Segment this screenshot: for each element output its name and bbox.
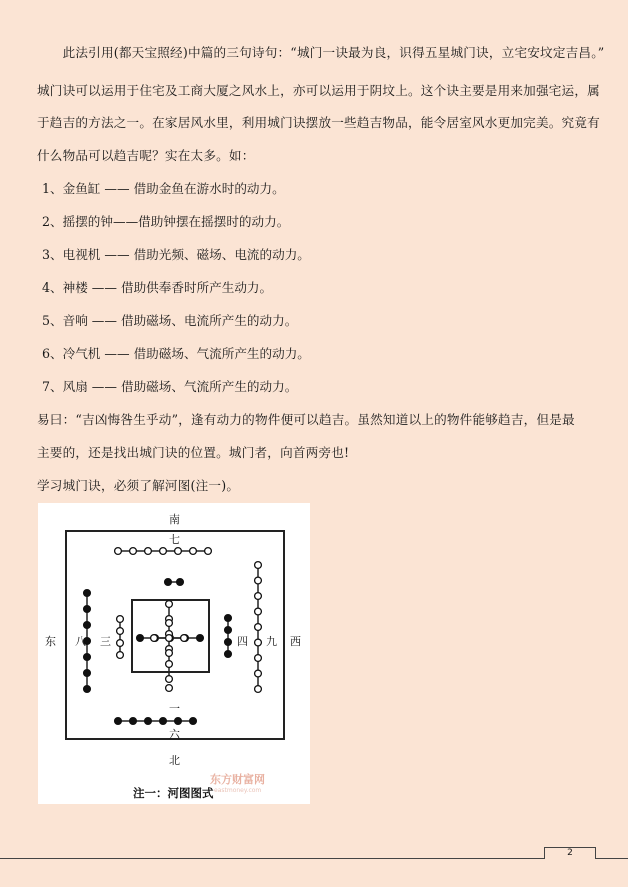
list-item: 3、电视机 —— 借助光频、磁场、电流的动力。 — [42, 247, 310, 262]
yang-dot — [255, 562, 262, 569]
hetu-diagram — [38, 503, 310, 804]
yin-dot — [84, 622, 91, 629]
yang-dot — [166, 676, 173, 683]
yang-dot — [166, 620, 173, 627]
watermark: 东方财富网 — [210, 773, 265, 786]
yang-dot — [255, 655, 262, 662]
yang-dot — [117, 628, 124, 635]
yin-dot — [84, 670, 91, 677]
yin-dot — [225, 639, 232, 646]
label-north: 北 — [169, 754, 180, 767]
yang-dot — [175, 548, 182, 555]
yang-dot — [160, 548, 167, 555]
yang-dot — [255, 624, 262, 631]
paragraph-line: 于趋吉的方法之一。在家居风水里，利用城门诀摆放一些趋吉物品，能令居室风水更加完美。究竟有 — [37, 115, 600, 130]
yang-dot — [166, 635, 173, 642]
footer-rule — [0, 858, 628, 859]
yang-dot — [255, 686, 262, 693]
yang-dot — [117, 616, 124, 623]
yin-dot — [84, 654, 91, 661]
yin-dot — [130, 718, 137, 725]
yin-dot — [160, 718, 167, 725]
yang-dot — [255, 577, 262, 584]
yang-dot — [117, 640, 124, 647]
yang-dot — [255, 593, 262, 600]
paragraph-line: 易曰：“吉凶悔咎生乎动”，逢有动力的物件便可以趋吉。虽然知道以上的物件能够趋吉，但是最 — [37, 412, 575, 427]
yang-dot — [255, 608, 262, 615]
list-item: 6、冷气机 —— 借助磁场、气流所产生的动力。 — [42, 346, 310, 361]
yin-dot — [84, 590, 91, 597]
yang-dot — [166, 685, 173, 692]
paragraph-line: 城门诀可以运用于住宅及工商大厦之风水上，亦可以运用于阴坟上。这个诀主要是用来加强宅运，属 — [37, 83, 600, 98]
yin-dot — [84, 606, 91, 613]
label-six: 六 — [169, 728, 180, 741]
yin-dot — [197, 635, 204, 642]
study-line: 学习城门诀，必须了解河图(注一)。 — [37, 478, 240, 493]
hetu-diagram-svg — [38, 503, 310, 804]
label-one: 一 — [169, 702, 180, 715]
yin-dot — [177, 579, 184, 586]
label-four: 四 — [237, 635, 248, 648]
yang-dot — [190, 548, 197, 555]
label-seven: 七 — [169, 533, 180, 546]
label-nine: 九 — [266, 635, 277, 648]
yang-dot — [151, 635, 158, 642]
yang-dot — [166, 650, 173, 657]
yang-dot — [130, 548, 137, 555]
watermark-en: eastmoney.com — [214, 787, 262, 794]
list-item: 4、神楼 —— 借助供奉香时所产生动力。 — [42, 280, 273, 295]
yin-dot — [225, 651, 232, 658]
yin-dot — [145, 718, 152, 725]
yang-dot — [255, 639, 262, 646]
yin-dot — [175, 718, 182, 725]
yin-dot — [115, 718, 122, 725]
yin-dot — [137, 635, 144, 642]
list-item: 5、音响 —— 借助磁场、电流所产生的动力。 — [42, 313, 298, 328]
yang-dot — [145, 548, 152, 555]
label-west: 西 — [290, 635, 301, 648]
yang-dot — [205, 548, 212, 555]
list-item: 1、金鱼缸 —— 借助金鱼在游水时的动力。 — [42, 181, 285, 196]
yin-dot — [225, 615, 232, 622]
paragraph-line: 此法引用(都天宝照经)中篇的三句诗句：“城门一诀最为良，识得五星城门诀，立宅安坟定吉昌。” — [37, 45, 605, 60]
list-item: 7、风扇 —— 借助磁场、气流所产生的动力。 — [42, 379, 298, 394]
list-item: 2、摇摆的钟——借助钟摆在摇摆时的动力。 — [42, 214, 290, 229]
label-eight: 八 — [75, 635, 86, 648]
yang-dot — [117, 652, 124, 659]
yang-dot — [166, 661, 173, 668]
label-south: 南 — [169, 513, 180, 526]
label-east: 东 — [45, 635, 56, 648]
paragraph-line: 什么物品可以趋吉呢？实在太多。如： — [37, 148, 255, 163]
yang-dot — [255, 670, 262, 677]
yin-dot — [190, 718, 197, 725]
yang-dot — [181, 635, 188, 642]
diagram-caption: 注一：河图图式 — [133, 786, 214, 800]
paragraph-line: 主要的，还是找出城门诀的位置。城门者，向首两旁也! — [37, 445, 350, 460]
page-number: 2 — [544, 847, 596, 859]
yin-dot — [84, 686, 91, 693]
yang-dot — [166, 601, 173, 608]
yin-dot — [165, 579, 172, 586]
yang-dot — [115, 548, 122, 555]
yin-dot — [225, 627, 232, 634]
label-three: 三 — [100, 635, 111, 648]
